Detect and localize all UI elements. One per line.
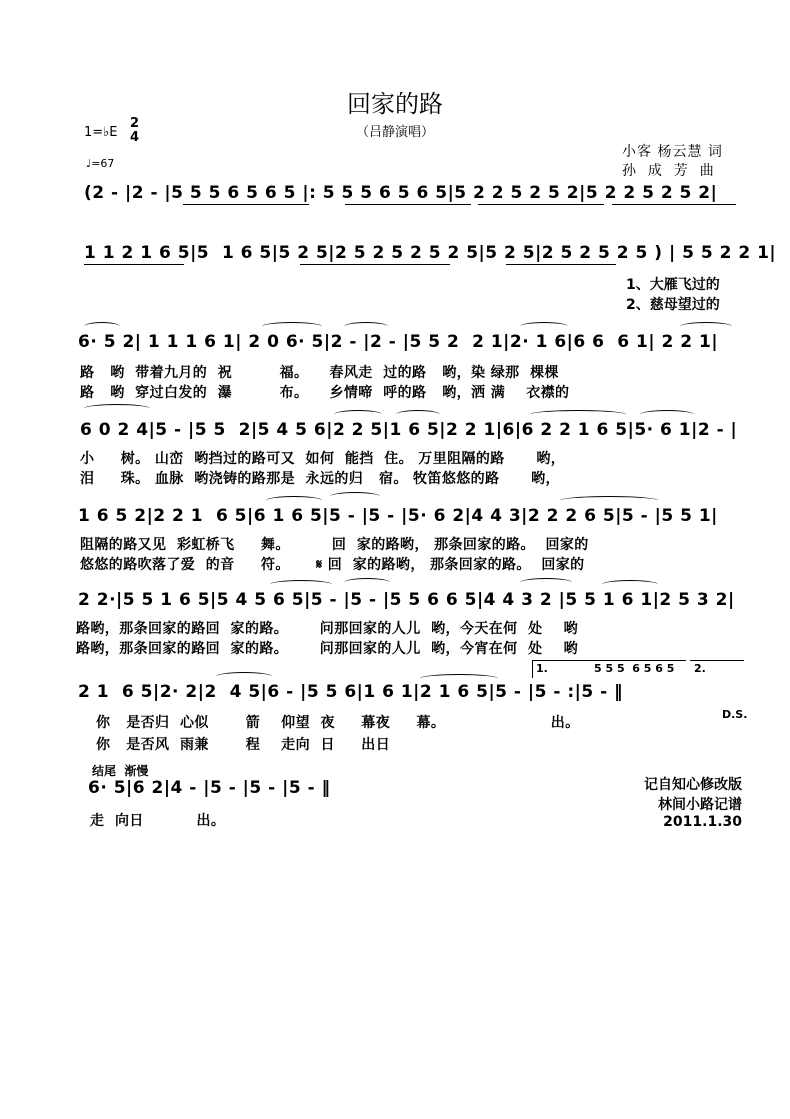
lyric-line-6-verse-1: 路哟，那条回家的路回 家的路。 问那回家的人儿 哟，今天在何 处 哟: [76, 621, 578, 637]
first-ending-bracket-left: [532, 660, 533, 678]
performer-subtitle: （吕静演唱）: [355, 125, 434, 140]
verse-1-pickup: 1、大雁飞过的: [626, 277, 720, 293]
beam: [506, 264, 616, 265]
lyric-line-3-verse-2: 路 哟 穿过白发的 瀑 布。 乡情啼 呼的路 哟，洒 满 衣襟的: [80, 385, 570, 401]
slur: [530, 410, 626, 419]
lyric-line-6-verse-2: 路哟，那条回家的路回 家的路。 问那回家的人儿 哟，今宵在何 处 哟: [76, 641, 578, 657]
slur: [84, 404, 150, 413]
verse-2-pickup: 2、慈母望过的: [626, 297, 720, 313]
lyric-line-5-verse-1: 阻隔的路又见 彩虹桥飞 舞。 回 家的路哟， 那条回家的路。 回家的: [80, 537, 589, 553]
lyric-line-4-verse-1: 小 树。 山峦 哟挡过的路可又 如何 能挡 住。 万里阻隔的路 哟，: [80, 451, 566, 467]
dal-segno-mark: D.S.: [722, 708, 748, 721]
slur: [330, 492, 380, 501]
lyric-line-5-verse-2: 悠悠的路吹落了爱 的音 符。 𝄋 回 家的路哟， 那条回家的路。 回家的: [80, 557, 585, 573]
slur: [520, 578, 572, 587]
music-line-7: 2 1 6 5|2· 2|2 4 5|6 - |5 5 6|1 6 1|2 1 6 5|5 - |5 - :|5 - ‖: [78, 682, 624, 702]
lyric-line-4-verse-2: 泪 珠。 血脉 哟浇铸的路那是 永远的归 宿。 牧笛悠悠的路 哟，: [80, 471, 560, 487]
music-line-4: 6 0 2 4|5 - |5 5 2|5 4 5 6|2 2 5|1 6 5|2 2 1|6|6 2 2 1 6 5|5· 6 1|2 - |: [80, 420, 738, 440]
lyric-line-3-verse-1: 路 哟 带着九月的 祝 福。 春风走 过的路 哟，染 绿那 棵棵: [80, 365, 559, 381]
slur: [344, 578, 390, 587]
slur: [84, 322, 120, 331]
coda-label: 结尾 渐慢: [92, 764, 149, 778]
slur: [344, 322, 388, 331]
second-ending-bracket: [690, 660, 744, 661]
lyric-line-7-verse-2: 你 是否风 雨兼 程 走向 日 出日: [96, 737, 391, 753]
slur: [334, 410, 382, 419]
time-signature: [130, 117, 139, 145]
transcriber-note: 林间小路记谱: [658, 797, 742, 813]
second-ending-label: 2.: [694, 662, 706, 675]
music-line-2: 1 1 2 1 6 5|5 1 6 5|5 2 5|2 5 2 5 2 5 2 5|5 2 5|2 5 2 5 2 5 ) | 5 5 2 2 1|: [84, 243, 777, 263]
beam: [84, 264, 184, 265]
slur: [520, 322, 568, 331]
first-ending-bracket: [532, 660, 686, 661]
slur: [396, 410, 440, 419]
first-ending-notes: 5 5 5 6 5 6 5: [594, 662, 675, 675]
music-line-3: 6· 5 2| 1 1 1 6 1| 2 0 6· 5|2 - |2 - |5 5 2 2 1|2· 1 6|6 6 6 1| 2 2 1|: [78, 332, 719, 352]
slur: [270, 580, 332, 589]
beam: [612, 204, 736, 205]
lyric-line-7-verse-1: 你 是否归 心似 箭 仰望 夜 幕夜 幕。 出。: [96, 715, 580, 731]
time-signature-top: 2: [130, 116, 140, 131]
slur: [560, 496, 658, 505]
beam: [183, 204, 309, 205]
beam: [345, 204, 471, 205]
composer-credit: 孙 成 芳 曲: [622, 163, 715, 179]
music-line-6: 2 2·|5 5 1 6 5|5 4 5 6 5|5 - |5 - |5 5 6 6 5|4 4 3 2 |5 5 1 6 1|2 5 3 2|: [78, 590, 735, 610]
first-ending-label: 1.: [536, 662, 548, 675]
slur: [680, 322, 732, 331]
tempo-mark: ♩=67: [86, 157, 115, 170]
date-note: 2011.1.30: [663, 814, 742, 830]
music-line-coda: 6· 5|6 2|4 - |5 - |5 - |5 - ‖: [88, 778, 331, 798]
music-line-5: 1 6 5 2|2 2 1 6 5|6 1 6 5|5 - |5 - |5· 6 2|4 4 3|2 2 2 6 5|5 - |5 5 1|: [78, 506, 718, 526]
music-line-1: (2 - |2 - |5 5 5 6 5 6 5 |: 5 5 5 6 5 6 5|5 2 2 5 2 5 2|5 2 2 5 2 5 2|: [84, 183, 718, 203]
source-note: 记自知心修改版: [644, 777, 742, 793]
lyric-line-coda: 走 向日 出。: [90, 813, 226, 829]
slur: [216, 672, 272, 681]
time-signature-bottom: 4: [130, 130, 140, 145]
slur: [602, 580, 658, 589]
key-signature: 1=♭E: [84, 125, 118, 140]
slur: [262, 322, 322, 331]
beam: [300, 264, 450, 265]
lyricist-credit: 小客 杨云慧 词: [622, 144, 723, 160]
slur: [640, 410, 694, 419]
song-title: 回家的路: [347, 90, 443, 118]
slur: [266, 496, 322, 505]
beam: [478, 204, 604, 205]
